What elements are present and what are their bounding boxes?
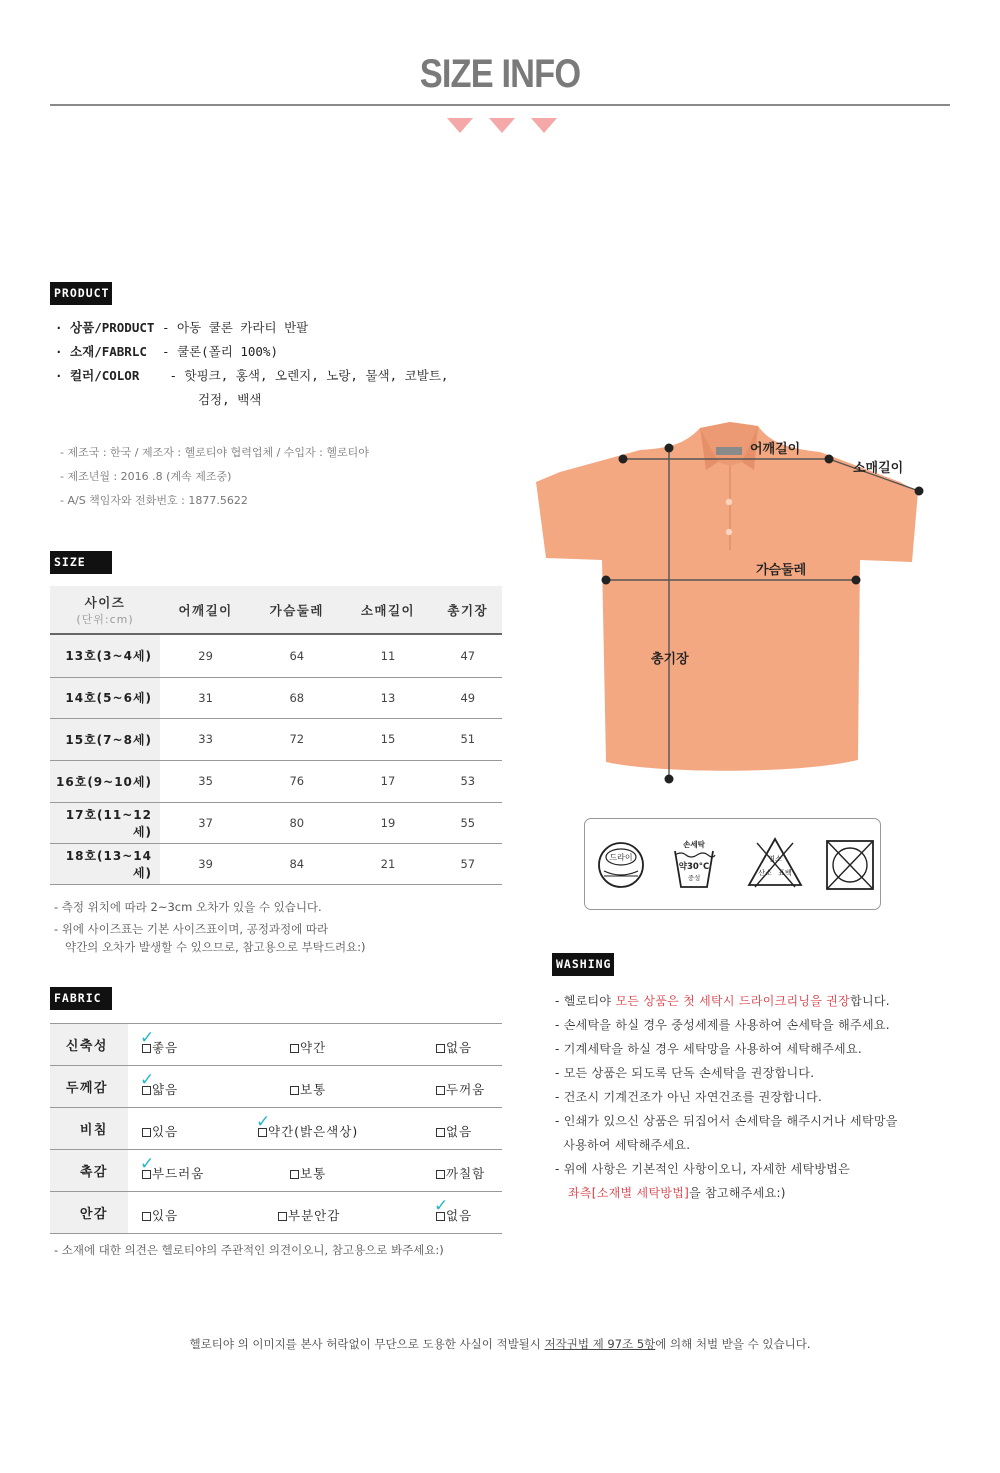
table-row: 15호(7~8세) 33 72 15 51 [50,718,502,760]
down-triangle-icon [447,118,473,133]
svg-text:염소: 염소 [768,855,782,863]
down-triangle-icon [489,118,515,133]
table-row: 비침 있음 ✓ 약간(밝은색상) 없음 [50,1108,502,1150]
product-line: 검정, 백색 [55,392,262,407]
sleeve-label: 소매길이 [853,461,904,476]
size-col-header: 가슴둘레 [251,586,342,634]
table-row: 14호(5~6세) 31 68 13 49 [50,677,502,718]
fabric-option: 보통 [290,1080,326,1098]
size-note: - 측정 위치에 따라 2~3cm 오차가 있을 수 있습니다. [54,900,322,914]
table-row: 13호(3~4세) 29 64 11 47 [50,634,502,677]
fabric-option-checked: ✓ 부드러움 [140,1154,205,1181]
no-tumble-dry-icon [825,839,875,891]
table-row: 17호(11~12세) 37 80 19 55 [50,802,502,843]
checkmark-icon: ✓ [140,1154,156,1174]
fabric-option: 없음 [436,1122,472,1140]
washing-line: - 인쇄가 있으신 상품은 뒤집어서 손세탁을 해주시거나 세탁망을 [555,1114,898,1128]
svg-text:손세탁: 손세탁 [683,840,705,849]
fabric-option-checked: ✓ 얇음 [140,1070,179,1097]
product-section-tag: PRODUCT [50,282,112,305]
page-title: SIZE INFO [419,52,581,96]
product-line: · 상품/PRODUCT - 아동 쿨론 카라티 반팔 [55,320,309,335]
washing-line: - 손세탁을 하실 경우 중성세제를 사용하여 손세탁을 해주세요. [555,1018,890,1032]
hand-wash-icon [669,837,719,893]
manufacture-date: - 제조년월 : 2016 .8 (계속 제조중) [60,470,232,483]
fabric-table [50,1023,502,1234]
care-icons-box [584,818,881,910]
fabric-option: 없음 [436,1038,472,1056]
table-row: 촉감 ✓ 부드러움 보통 까칠함 [50,1150,502,1192]
checkmark-icon: ✓ [140,1070,156,1090]
as-contact: - A/S 책임자와 전화번호 : 1877.5622 [60,494,248,507]
fabric-option: 부분안감 [278,1206,340,1224]
table-row: 신축성 ✓ 좋음 약간 없음 [50,1024,502,1066]
washing-line: - 위에 사항은 기본적인 사항이오니, 자세한 세탁방법은 [555,1162,851,1176]
fabric-option-checked: ✓ 약간(밝은색상) [256,1112,359,1139]
fabric-note: - 소재에 대한 의견은 헬로티야의 주관적인 의견이오니, 참고용으로 봐주세요:) [54,1243,444,1257]
checkmark-icon: ✓ [140,1028,156,1048]
down-triangle-icon [531,118,557,133]
table-row: 16호(9~10세) 35 76 17 53 [50,760,502,802]
checkmark-icon: ✓ [434,1196,450,1216]
fabric-option: 두꺼움 [436,1080,485,1098]
washing-section-tag: WASHING [552,953,614,976]
size-section-tag: SIZE [50,551,112,574]
dry-clean-icon [595,839,647,891]
product-line: · 컬러/COLOR - 핫핑크, 홍색, 오렌지, 노랑, 물색, 코발트, [55,368,449,383]
washing-line: - 건조시 기계건조가 아닌 자연건조를 권장합니다. [555,1090,823,1104]
svg-text:중성: 중성 [687,874,701,882]
copyright-notice: 헬로티야 의 이미지를 본사 허락없이 무단으로 도용한 사실이 적발될시 저작권법 제 97조 5항에 의해 처벌 받을 수 있습니다. [189,1337,811,1351]
size-note: 약간의 오차가 발생할 수 있으므로, 참고용으로 부탁드려요:) [54,940,366,954]
no-bleach-icon [745,835,805,891]
size-note: - 위에 사이즈표는 기본 사이즈표이며, 공정과정에 따라 [54,922,329,936]
fabric-option-checked: ✓ 좋음 [140,1028,179,1055]
svg-text:산소: 산소 [758,869,772,877]
fabric-option-checked: ✓ 없음 [434,1196,473,1223]
table-row: 안감 있음 부분안감 ✓ 없음 [50,1192,502,1234]
fabric-option: 있음 [142,1206,178,1224]
svg-text:약30°C: 약30°C [678,862,710,872]
svg-text:드라이: 드라이 [609,853,633,862]
fabric-option: 보통 [290,1164,326,1182]
washing-line: - 모든 상품은 되도록 단독 손세탁을 권장합니다. [555,1066,815,1080]
table-row: 18호(13~14세) 39 84 21 57 [50,843,502,884]
size-table [50,586,502,885]
fabric-option: 까칠함 [436,1164,485,1182]
fabric-option: 있음 [142,1122,178,1140]
product-line: · 소재/FABRLC - 쿨론(폴리 100%) [55,344,278,359]
shoulder-label: 어깨길이 [750,442,801,457]
length-label: 총기장 [651,652,689,667]
washing-line: 사용하여 세탁해주세요. [555,1138,691,1152]
size-col-header: 총기장 [434,586,502,634]
washing-line: - 헬로티야 모든 상품은 첫 세탁시 드라이크리닝을 권장합니다. [555,994,890,1008]
washing-line: - 기계세탁을 하실 경우 세탁망을 사용하여 세탁해주세요. [555,1042,862,1056]
svg-text:표백: 표백 [778,869,792,877]
chest-label: 가슴둘레 [756,563,807,578]
table-row: 두께감 ✓ 얇음 보통 두꺼움 [50,1066,502,1108]
size-col-header: 소매길이 [342,586,433,634]
size-header-label: 사이즈 (단위:cm) [50,586,160,634]
washing-line: 좌측[소재별 세탁방법]을 참고해주세요:) [568,1186,786,1200]
checkmark-icon: ✓ [256,1112,272,1132]
size-col-header: 어깨길이 [160,586,251,634]
fabric-option: 약간 [290,1038,326,1056]
title-divider [50,104,950,106]
maker-info: - 제조국 : 한국 / 제조자 : 헬로티야 협력업체 / 수입자 : 헬로티야 [60,446,369,459]
fabric-section-tag: FABRIC [50,987,112,1010]
